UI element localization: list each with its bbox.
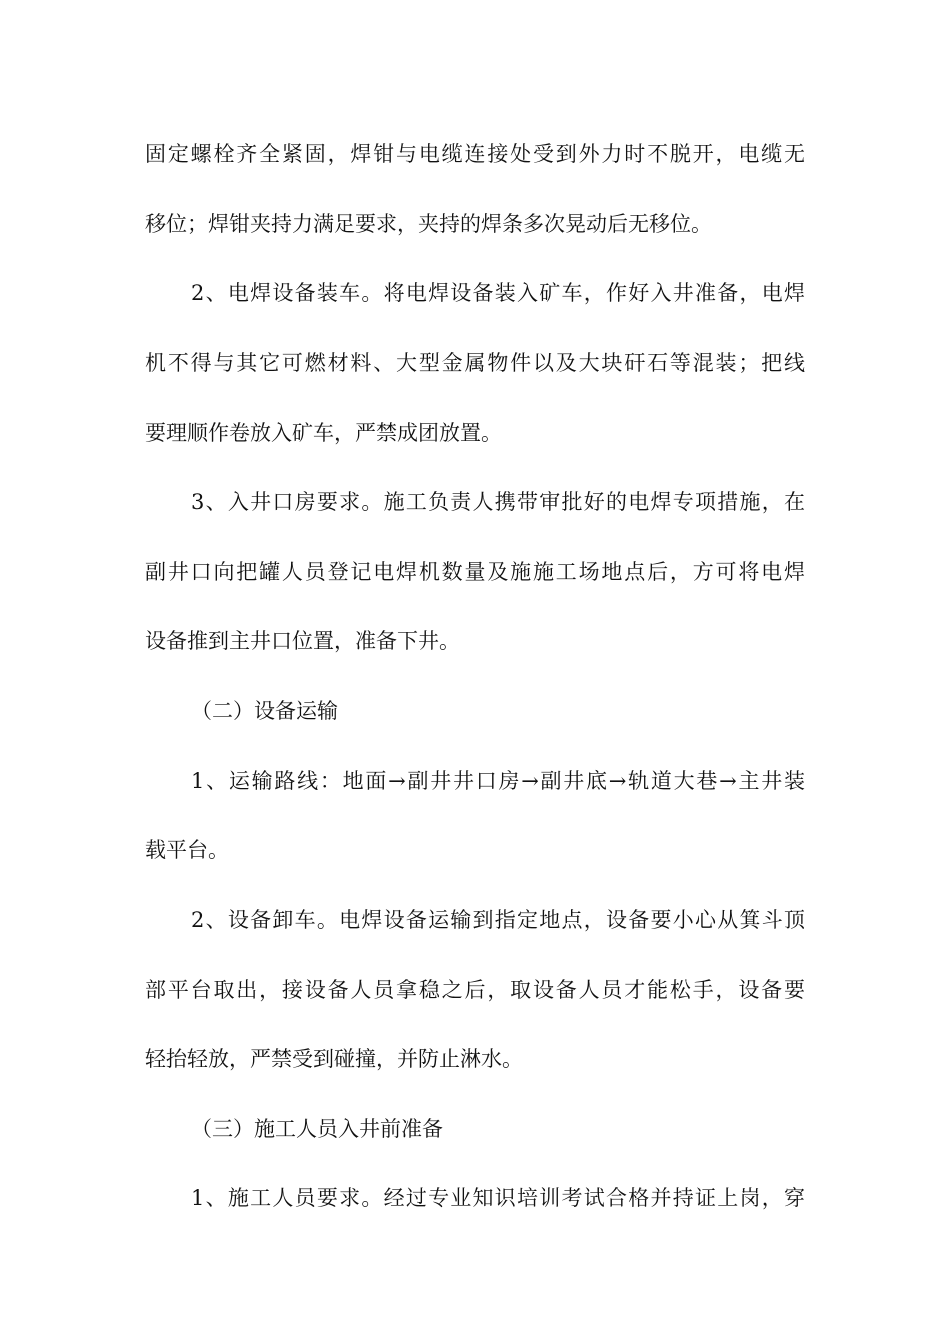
paragraph-line: 固定螺栓齐全紧固，焊钳与电缆连接处受到外力时不脱开，电缆无 (145, 142, 805, 166)
paragraph-line: 轻抬轻放，严禁受到碰撞，并防止淋水。 (145, 1047, 523, 1071)
paragraph-line: 1、施工人员要求。经过专业知识培训考试合格并持证上岗，穿 (191, 1186, 805, 1210)
paragraph-line: 部平台取出，接设备人员拿稳之后，取设备人员才能松手，设备要 (145, 978, 805, 1002)
paragraph-line: 要理顺作卷放入矿车，严禁成团放置。 (145, 421, 502, 445)
paragraph-line: 载平台。 (145, 838, 229, 862)
paragraph-line: 机不得与其它可燃材料、大型金属物件以及大块矸石等混装；把线 (145, 351, 805, 375)
paragraph-line: 移位；焊钳夹持力满足要求，夹持的焊条多次晃动后无移位。 (145, 212, 712, 236)
paragraph-line: 设备推到主井口位置，准备下井。 (145, 629, 460, 653)
paragraph-line: 1、运输路线：地面→副井井口房→副井底→轨道大巷→主井装 (191, 769, 805, 793)
section-heading: （三）施工人员入井前准备 (191, 1117, 443, 1141)
paragraph-line: 2、设备卸车。电焊设备运输到指定地点，设备要小心从箕斗顶 (191, 908, 805, 932)
section-heading: （二）设备运输 (191, 699, 338, 723)
paragraph-line: 3、入井口房要求。施工负责人携带审批好的电焊专项措施，在 (191, 490, 805, 514)
paragraph-line: 副井口向把罐人员登记电焊机数量及施施工场地点后，方可将电焊 (145, 560, 805, 584)
paragraph-line: 2、电焊设备装车。将电焊设备装入矿车，作好入井准备，电焊 (191, 281, 805, 305)
